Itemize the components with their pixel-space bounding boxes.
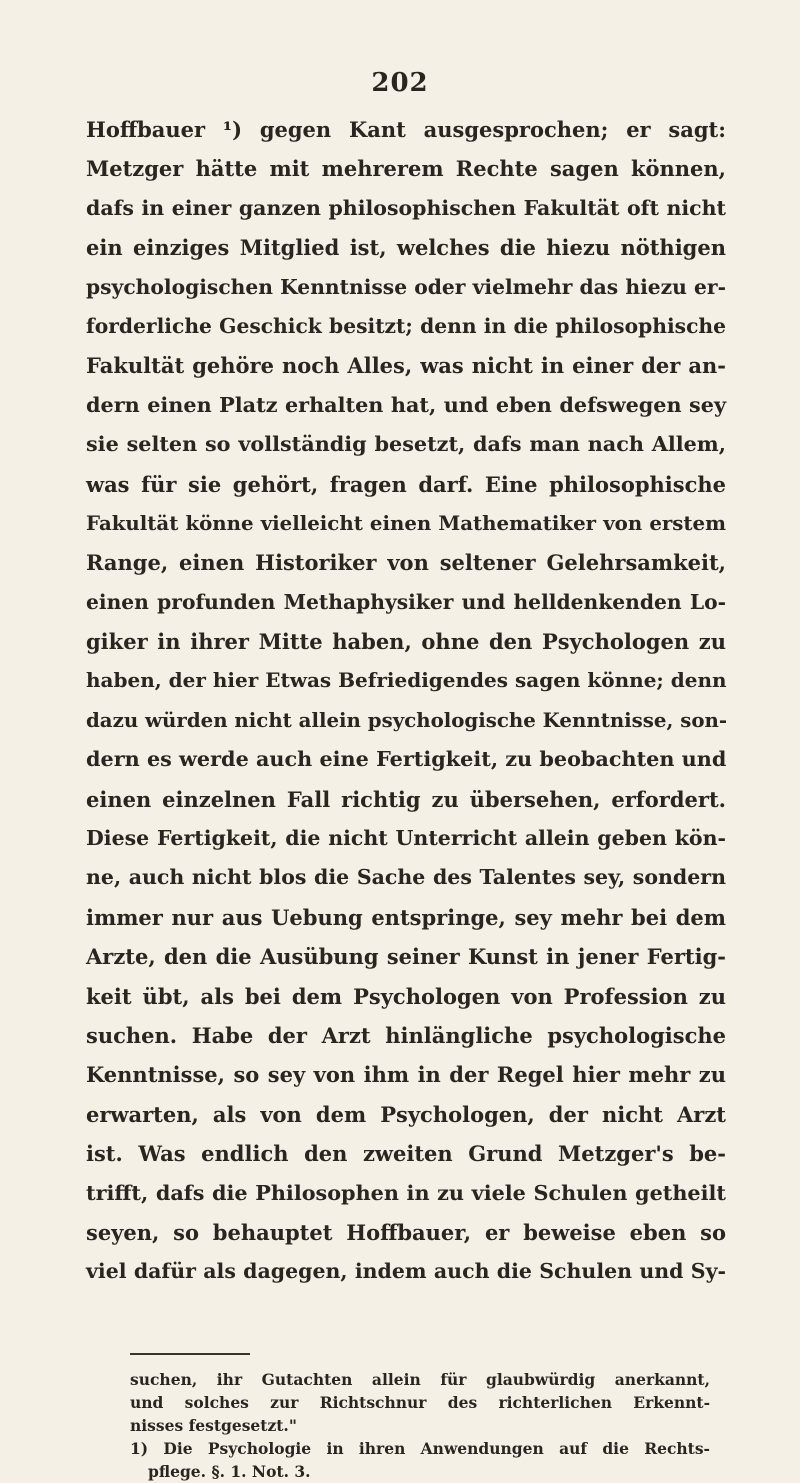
text-line: dafs in einer ganzen philosophischen Fakultät oft nicht (86, 195, 726, 220)
text-line: Fakultät könne vielleicht einen Mathematiker von erstem (86, 510, 726, 535)
text-line: dazu würden nicht allein psychologische Kenntnisse, son- (86, 707, 728, 732)
text-line: Range, einen Historiker von seltener Gelehrsamkeit, (86, 550, 726, 576)
footnote-line: nisses festgesetzt." (130, 1416, 297, 1435)
text-line: giker in ihrer Mitte haben, ohne den Psychologen zu (86, 629, 726, 655)
text-line: forderliche Geschick besitzt; denn in die philosophische (86, 313, 726, 338)
text-line: einen einzelnen Fall richtig zu übersehen, erfordert. (86, 786, 726, 812)
text-line: sie selten so vollständig besetzt, dafs man nach Allem, (86, 432, 726, 457)
footnote-line: 1) Die Psychologie in ihren Anwendungen auf die Rechts- (130, 1439, 710, 1458)
footnotes (130, 1368, 710, 1483)
text-line: Hoffbauer ¹) gegen Kant ausgesprochen; er sagt: (86, 117, 726, 142)
text-line: erwarten, als von dem Psychologen, der nicht Arzt (86, 1101, 726, 1127)
text-line: immer nur aus Uebung entspringe, sey mehr bei dem (86, 904, 726, 930)
footnote-line: suchen, ihr Gutachten allein für glaubwürdig anerkannt, (130, 1370, 710, 1389)
text-line: dern es werde auch eine Fertigkeit, zu beobachten und (86, 747, 727, 772)
footnote-line: und solches zur Richtschnur des richterlichen Erkennt- (130, 1393, 710, 1412)
page-number: 202 (371, 68, 429, 98)
text-line: seyen, so behauptet Hoffbauer, er beweise eben so (86, 1219, 726, 1245)
text-line: Kenntnisse, so sey von ihm in der Regel hier mehr zu (86, 1062, 726, 1088)
text-line: psychologischen Kenntnisse oder vielmehr das hiezu er- (86, 274, 726, 299)
text-line: keit übt, als bei dem Psychologen von Profession zu (86, 983, 726, 1009)
text-line: Arzte, den die Ausübung seiner Kunst in jener Fertig- (86, 944, 726, 970)
text-line: dern einen Platz erhalten hat, und eben defswegen sey (86, 392, 726, 417)
text-line: viel dafür als dagegen, indem auch die Schulen und Sy- (86, 1259, 726, 1284)
text-line: haben, der hier Etwas Befriedigendes sagen könne; denn (86, 668, 727, 693)
text-line: Fakultät gehöre noch Alles, was nicht in einer der an- (86, 353, 726, 379)
text-line: ist. Was endlich den zweiten Grund Metzger's be- (86, 1141, 726, 1167)
text-line: Metzger hätte mit mehrerem Rechte sagen können, (86, 156, 726, 182)
footnote-line: pflege. §. 1. Not. 3. (148, 1462, 311, 1481)
body-text (86, 110, 726, 1292)
text-line: ein einziges Mitglied ist, welches die hiezu nöthigen (86, 235, 726, 261)
text-line: suchen. Habe der Arzt hinlängliche psychologische (86, 1022, 726, 1048)
text-line: trifft, dafs die Philosophen in zu viele Schulen getheilt (86, 1180, 726, 1205)
text-line: Diese Fertigkeit, die nicht Unterricht allein geben kön- (86, 826, 726, 851)
text-line: ne, auch nicht blos die Sache des Talentes sey, sondern (86, 865, 726, 890)
footnote-rule (130, 1353, 250, 1355)
text-line: was für sie gehört, fragen darf. Eine philosophische (86, 471, 726, 497)
text-line: einen profunden Methaphysiker und helldenkenden Lo- (86, 589, 726, 614)
